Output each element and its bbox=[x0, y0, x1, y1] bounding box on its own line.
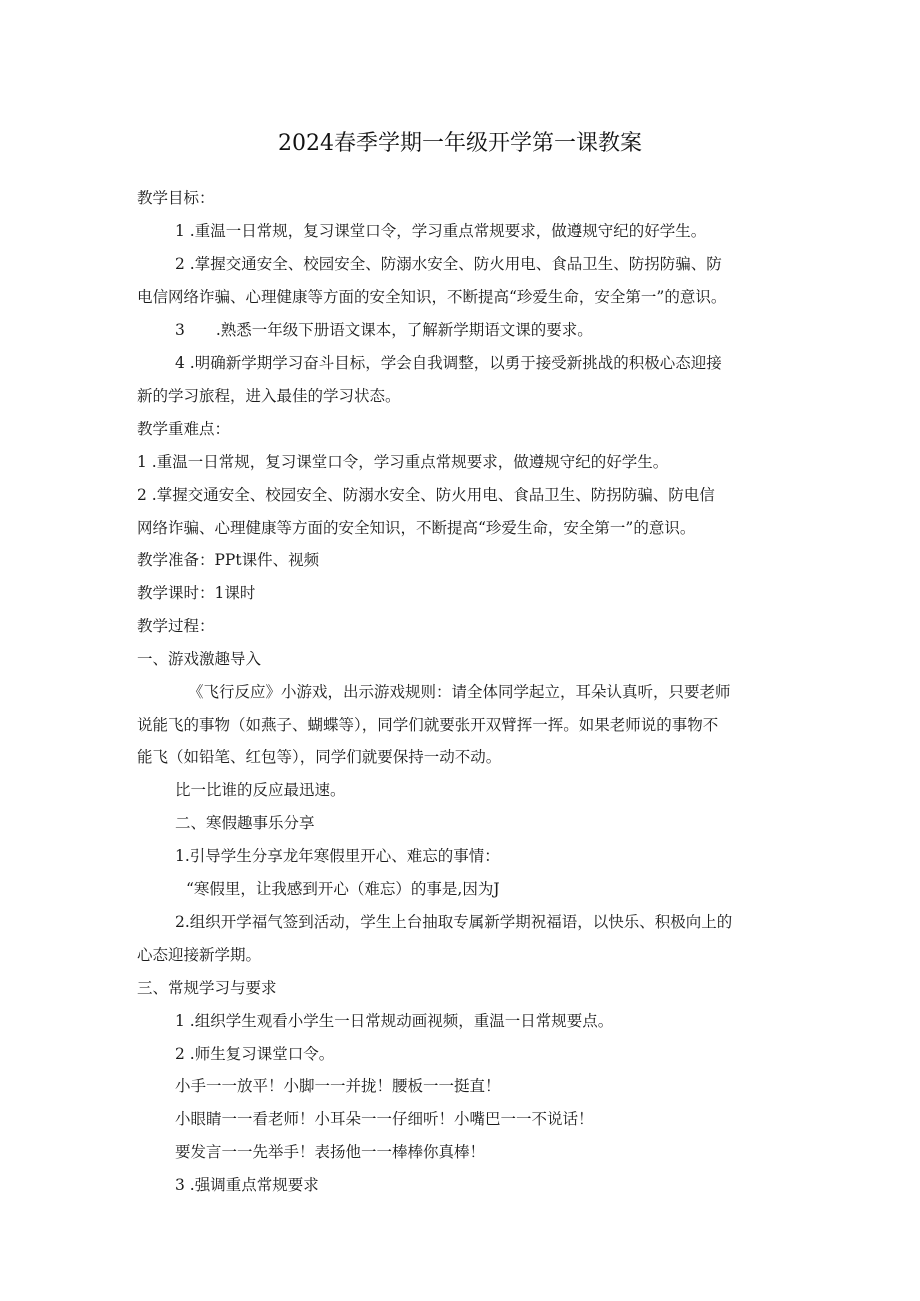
chant-line-3: 要发言一一先举手！表扬他一一棒棒你真棒！ bbox=[175, 1143, 486, 1161]
key-point-item-2: 2 .掌握交通安全、校园安全、防溺水安全、防火用电、食品卫生、防拐防骗、防电信 bbox=[137, 486, 715, 504]
part-2-item-2: 2.组织开学福气签到活动，学生上台抽取专属新学期祝福语，以快乐、积极向上的 bbox=[175, 913, 733, 931]
objective-item-3: 3 .熟悉一年级下册语文课本，了解新学期语文课的要求。 bbox=[175, 321, 593, 339]
objective-item-2-cont: 电信网络诈骗、心理健康等方面的安全知识，不断提高“珍爱生命，安全第一”的意识。 bbox=[137, 288, 727, 306]
key-point-item-1: 1 .重温一日常规，复习课堂口令，学习重点常规要求，做遵规守纪的好学生。 bbox=[137, 453, 669, 471]
part-2-item-1: 1.引导学生分享龙年寒假里开心、难忘的事情： bbox=[175, 847, 500, 865]
game-paragraph-line-1: 《飞行反应》小游戏，出示游戏规则：请全体同学起立，耳朵认真听，只要老师 bbox=[188, 683, 731, 701]
section-heading-process: 教学过程： bbox=[137, 617, 215, 635]
part-3-heading: 三、常规学习与要求 bbox=[137, 979, 277, 997]
game-paragraph-line-3: 能飞（如铅笔、红包等），同学们就要保持一动不动。 bbox=[137, 748, 502, 766]
part-2-quote: “寒假里，让我感到开心（难忘）的事是,因为J bbox=[186, 880, 500, 898]
objective-item-4-cont: 新的学习旅程，进入最佳的学习状态。 bbox=[137, 387, 401, 405]
part-2-heading: 二、寒假趣事乐分享 bbox=[175, 814, 315, 832]
game-paragraph-line-4: 比一比谁的反应最迅速。 bbox=[175, 781, 346, 799]
chant-line-2: 小眼睛一一看老师！小耳朵一一仔细听！小嘴巴一一不说话！ bbox=[175, 1110, 594, 1128]
chant-line-1: 小手一一放平！小脚一一并拢！腰板一一挺直！ bbox=[175, 1077, 501, 1095]
key-point-item-2-cont: 网络诈骗、心理健康等方面的安全知识，不断提高“珍爱生命，安全第一”的意识。 bbox=[137, 519, 696, 537]
preparation-line: 教学准备：PPt课件、视频 bbox=[137, 551, 320, 569]
class-hours-line: 教学课时：1课时 bbox=[137, 584, 256, 602]
part-1-heading: 一、游戏激趣导入 bbox=[137, 650, 262, 668]
part-2-item-2-cont: 心态迎接新学期。 bbox=[137, 946, 262, 964]
part-3-item-3: 3 .强调重点常规要求 bbox=[175, 1176, 319, 1194]
section-heading-key-points: 教学重难点： bbox=[137, 420, 231, 438]
document-title: 2024春季学期一年级开学第一课教案 bbox=[278, 131, 642, 156]
objective-item-1: 1 .重温一日常规，复习课堂口令，学习重点常规要求，做遵规守纪的好学生。 bbox=[175, 222, 707, 240]
objective-item-2: 2 .掌握交通安全、校园安全、防溺水安全、防火用电、食品卫生、防拐防骗、防 bbox=[175, 255, 722, 273]
part-3-item-2: 2 .师生复习课堂口令。 bbox=[175, 1045, 335, 1063]
part-3-item-1: 1 .组织学生观看小学生一日常规动画视频，重温一日常规要点。 bbox=[175, 1012, 614, 1030]
section-heading-objectives: 教学目标： bbox=[137, 189, 215, 207]
objective-item-4: 4 .明确新学期学习奋斗目标，学会自我调整，以勇于接受新挑战的积极心态迎接 bbox=[175, 354, 722, 372]
game-paragraph-line-2: 说能飞的事物（如燕子、蝴蝶等），同学们就要张开双臂挥一挥。如果老师说的事物不 bbox=[137, 716, 719, 734]
